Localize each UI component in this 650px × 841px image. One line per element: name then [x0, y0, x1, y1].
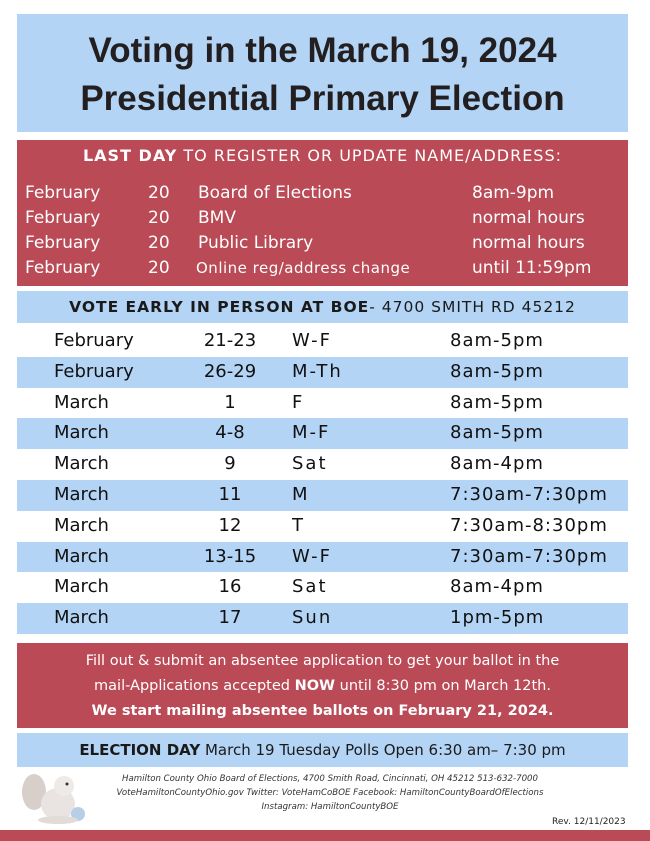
- schedule-row: [17, 449, 628, 480]
- schedule-weekdays: M-Th: [292, 360, 343, 382]
- registration-month: February: [25, 258, 101, 278]
- schedule-month: March: [54, 483, 109, 505]
- schedule-days: 13-15: [203, 545, 257, 567]
- early-voting-heading-bold: VOTE EARLY IN PERSON AT BOE: [69, 298, 370, 316]
- schedule-row: [17, 418, 628, 449]
- footer-line-3: Instagram: HamiltonCountyBOE: [261, 802, 399, 812]
- bottom-accent-bar: [0, 830, 650, 841]
- schedule-days: 26-29: [203, 360, 257, 382]
- schedule-days: 12: [218, 514, 242, 536]
- registration-hours: 8am-9pm: [472, 183, 555, 203]
- absentee-line-2-pre: mail-Applications accepted: [94, 678, 295, 694]
- absentee-info-section: [17, 643, 628, 728]
- registration-day: 20: [148, 183, 170, 203]
- schedule-row: [17, 511, 628, 542]
- page-title-line-2: Presidential Primary Election: [80, 79, 565, 118]
- registration-deadline-section: [17, 140, 628, 286]
- schedule-month: February: [54, 360, 134, 382]
- registration-day: 20: [148, 233, 170, 253]
- absentee-now: NOW: [294, 678, 336, 694]
- schedule-row: [17, 388, 628, 419]
- registration-hours: until 11:59pm: [472, 258, 592, 278]
- schedule-hours: 8am-4pm: [450, 576, 544, 598]
- registration-day: 20: [148, 208, 170, 228]
- schedule-days: 4-8: [215, 422, 245, 444]
- schedule-month: March: [54, 453, 109, 475]
- schedule-weekdays: W-F: [292, 330, 332, 351]
- schedule-weekdays: Sun: [292, 607, 333, 629]
- early-voting-address: - 4700 SMITH RD 45212: [369, 298, 576, 316]
- schedule-weekdays: W-F: [292, 545, 332, 567]
- registration-month: February: [25, 183, 101, 203]
- registration-place: Public Library: [198, 233, 314, 253]
- registration-month: February: [25, 208, 101, 228]
- footer-line-1: Hamilton County Ohio Board of Elections, 4700 Smith Road, Cincinnati, OH 45212 513-632-7000: [121, 774, 538, 784]
- schedule-row: [17, 572, 628, 603]
- schedule-month: March: [54, 576, 109, 598]
- schedule-days: 11: [218, 483, 242, 505]
- schedule-month: March: [54, 607, 109, 629]
- schedule-hours: 8am-4pm: [450, 453, 544, 475]
- schedule-hours: 8am-5pm: [450, 360, 544, 382]
- schedule-weekdays: F: [292, 391, 305, 413]
- schedule-row: [17, 542, 628, 573]
- schedule-month: March: [54, 514, 109, 536]
- schedule-hours: 8am-5pm: [450, 391, 544, 413]
- schedule-month: March: [54, 422, 109, 444]
- schedule-hours: 8am-5pm: [450, 422, 544, 444]
- registration-heading-rest: TO REGISTER OR UPDATE NAME/ADDRESS:: [177, 146, 563, 165]
- registration-hours: normal hours: [472, 208, 585, 228]
- registration-place: Online reg/address change: [196, 259, 411, 277]
- schedule-month: March: [54, 391, 109, 413]
- registration-place: BMV: [198, 208, 236, 228]
- schedule-month: March: [54, 545, 109, 567]
- revision-date: Rev. 12/11/2023: [552, 817, 626, 827]
- schedule-row: [17, 603, 628, 634]
- election-day-details: March 19 Tuesday Polls Open 6:30 am– 7:30 pm: [200, 741, 566, 759]
- title-banner: [17, 14, 628, 132]
- election-day-banner: [17, 733, 628, 767]
- schedule-days: 16: [218, 576, 242, 598]
- footer-line-2: VoteHamiltonCountyOhio.gov Twitter: VoteHamCoBOE Facebook: HamiltonCountyBoardOfElections: [116, 788, 544, 798]
- schedule-weekdays: Sat: [292, 576, 328, 598]
- schedule-weekdays: T: [292, 514, 305, 536]
- schedule-weekdays: M-F: [292, 422, 331, 444]
- registration-heading: [17, 146, 628, 165]
- schedule-weekdays: Sat: [292, 453, 328, 475]
- registration-month: February: [25, 233, 101, 253]
- page-title-line-1: Voting in the March 19, 2024: [88, 31, 557, 70]
- schedule-hours: 7:30am-8:30pm: [450, 514, 608, 536]
- schedule-days: 1: [224, 391, 236, 413]
- registration-day: 20: [148, 258, 170, 278]
- schedule-hours: 7:30am-7:30pm: [450, 483, 608, 505]
- schedule-days: 17: [218, 607, 242, 629]
- early-voting-heading: [17, 291, 628, 323]
- schedule-days: 21-23: [203, 330, 257, 351]
- contact-footer: [90, 772, 570, 814]
- schedule-hours: 8am-5pm: [450, 330, 544, 351]
- election-day-label: ELECTION DAY: [79, 741, 201, 759]
- schedule-days: 9: [224, 453, 236, 475]
- schedule-row: [17, 357, 628, 388]
- early-voting-schedule: [17, 326, 628, 634]
- schedule-weekdays: M: [292, 483, 310, 505]
- registration-heading-bold: LAST DAY: [82, 146, 178, 165]
- squirrel-mascot-image: [20, 768, 92, 828]
- absentee-line-2: [17, 674, 628, 699]
- schedule-hours: 1pm-5pm: [450, 607, 545, 629]
- registration-hours: normal hours: [472, 233, 585, 253]
- schedule-month: February: [54, 330, 134, 351]
- absentee-line-1: Fill out & submit an absentee application to get your ballot in the: [85, 653, 560, 669]
- absentee-line-2-post: until 8:30 pm on March 12th.: [335, 678, 551, 694]
- registration-place: Board of Elections: [198, 183, 352, 203]
- schedule-row: [17, 326, 628, 357]
- schedule-row: [17, 480, 628, 511]
- schedule-hours: 7:30am-7:30pm: [450, 545, 608, 567]
- absentee-line-3: We start mailing absentee ballots on February 21, 2024.: [91, 703, 554, 719]
